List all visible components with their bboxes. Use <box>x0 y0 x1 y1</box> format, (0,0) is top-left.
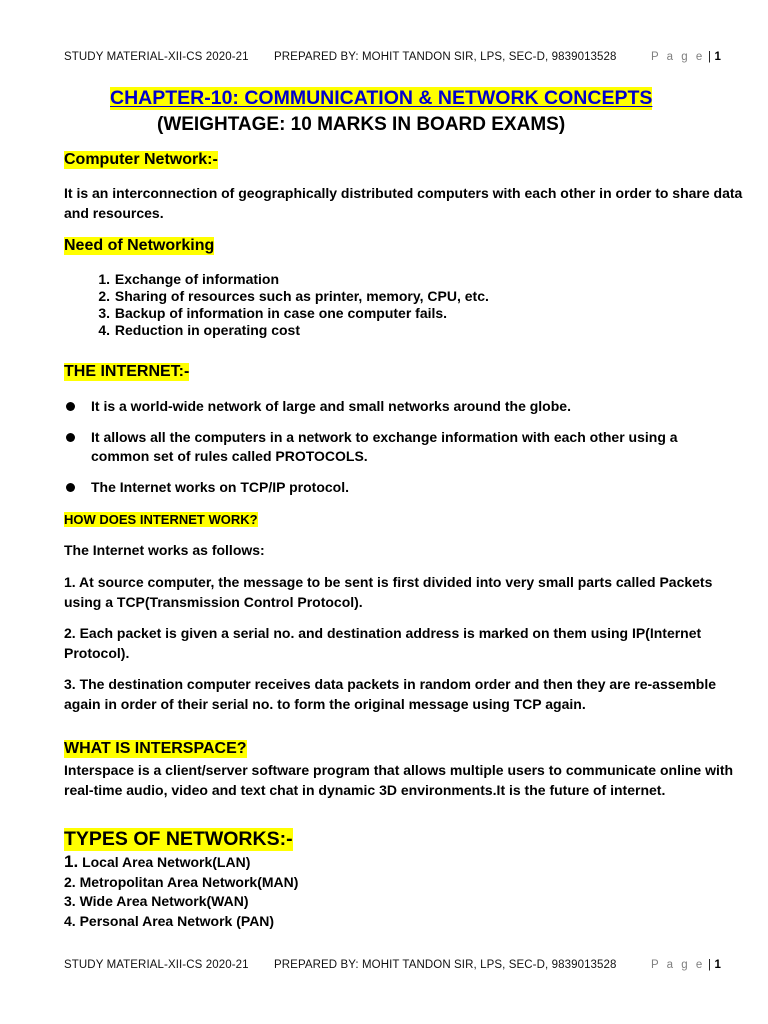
how-step-2: 2. Each packet is given a serial no. and destination address is marked on them using IP(Internet Protocol). <box>64 625 702 661</box>
chapter-subtitle: (WEIGHTAGE: 10 MARKS IN BOARD EXAMS) <box>157 114 566 135</box>
bullet-icon <box>66 433 75 442</box>
list-text: Exchange of information <box>114 271 280 287</box>
list-text: Sharing of resources such as printer, memory, CPU, etc. <box>114 288 489 304</box>
how-step-3: 3. The destination computer receives data packets in random order and then they are re-assemble again in order of their serial no. to form the original message using TCP again. <box>64 676 716 712</box>
types-list <box>64 852 298 931</box>
footer-separator: | <box>708 959 712 971</box>
list-text: Backup of information in case one computer fails. <box>114 305 448 321</box>
how-heading: HOW DOES INTERNET WORK? <box>64 512 258 527</box>
header-left: STUDY MATERIAL-XII-CS 2020-21 <box>64 51 249 63</box>
internet-bullet-3 <box>64 478 744 497</box>
chapter-title: CHAPTER-10: COMMUNICATION & NETWORK CONCEPTS <box>110 87 653 109</box>
list-item <box>64 322 489 339</box>
list-text: Reduction in operating cost <box>114 322 301 338</box>
need-heading: Need of Networking <box>64 237 215 254</box>
list-text: Local Area Network(LAN) <box>78 854 251 870</box>
header-page-label: P a g e <box>651 51 705 63</box>
internet-bullet-1 <box>64 397 744 416</box>
list-text: Personal Area Network (PAN) <box>75 912 275 929</box>
list-text: Metropolitan Area Network(MAN) <box>75 873 299 890</box>
list-number: 4. <box>64 912 76 929</box>
list-number: 2. <box>64 873 76 890</box>
list-item <box>64 305 489 322</box>
list-item <box>64 271 489 288</box>
header-separator: | <box>708 51 712 63</box>
header-page-number: 1 <box>714 51 721 63</box>
types-heading: TYPES OF NETWORKS:- <box>64 828 293 850</box>
footer-page <box>651 959 721 971</box>
header-page <box>651 51 721 63</box>
bullet-icon <box>66 483 75 492</box>
bullet-icon <box>66 402 75 411</box>
internet-bullet-2 <box>64 428 724 466</box>
list-item <box>64 873 298 893</box>
interspace-heading: WHAT IS INTERSPACE? <box>64 740 247 757</box>
footer-left: STUDY MATERIAL-XII-CS 2020-21 <box>64 959 249 971</box>
how-step-1: 1. At source computer, the message to be sent is first divided into very small parts called Packets using a TCP(Transmission Control Protocol). <box>64 574 713 610</box>
list-number: 4. <box>98 322 110 338</box>
bullet-text: It is a world-wide network of large and small networks around the globe. <box>91 398 571 414</box>
list-number: 1. <box>64 852 79 871</box>
footer-page-label: P a g e <box>651 959 705 971</box>
interspace-text: Interspace is a client/server software program that allows multiple users to communicate online with real-time audio, video and text chat in dynamic 3D environments.It is the future of internet. <box>64 762 734 798</box>
internet-heading: THE INTERNET:- <box>64 363 190 380</box>
need-list <box>64 271 489 339</box>
list-number: 2. <box>98 288 110 304</box>
list-number: 1. <box>98 271 110 287</box>
list-item <box>64 288 489 305</box>
footer-center: PREPARED BY: MOHIT TANDON SIR, LPS, SEC-D, 9839013528 <box>274 959 617 971</box>
footer-page-number: 1 <box>714 959 721 971</box>
header-center: PREPARED BY: MOHIT TANDON SIR, LPS, SEC-D, 9839013528 <box>274 51 617 63</box>
list-item <box>64 852 298 873</box>
how-intro: The Internet works as follows: <box>64 542 265 558</box>
bullet-text: The Internet works on TCP/IP protocol. <box>91 479 349 495</box>
list-text: Wide Area Network(WAN) <box>75 893 249 909</box>
bullet-text: It allows all the computers in a network to exchange information with each other using a common set of rules called PROTOCOLS. <box>91 429 678 464</box>
list-number: 3. <box>98 305 110 321</box>
computer-network-heading: Computer Network:- <box>64 151 218 168</box>
computer-network-text: It is an interconnection of geographically distributed computers with each other in order to share data and resources. <box>64 185 743 221</box>
list-item <box>64 912 298 932</box>
list-number: 3. <box>64 893 76 909</box>
list-item <box>64 892 298 912</box>
